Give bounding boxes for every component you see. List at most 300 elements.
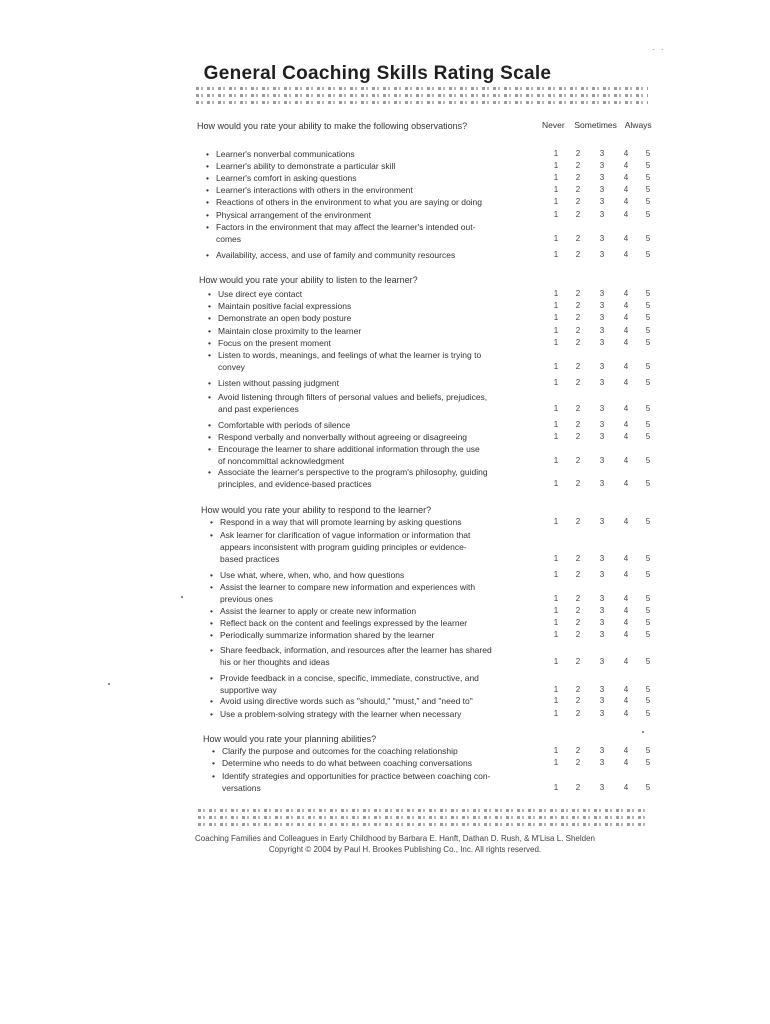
rating-option-4[interactable]: 4	[623, 606, 629, 615]
rating-option-4[interactable]: 4	[623, 234, 629, 243]
rating-option-4[interactable]: 4	[623, 758, 629, 767]
rating-option-4[interactable]: 4	[623, 313, 629, 322]
rating-option-4[interactable]: 4	[623, 618, 629, 627]
rating-option-5[interactable]: 5	[645, 685, 651, 694]
bullet-icon: •	[208, 326, 211, 336]
rating-option-2[interactable]: 2	[575, 289, 581, 298]
rating-option-1[interactable]: 1	[553, 517, 559, 526]
intro-text-line	[196, 101, 648, 104]
rating-option-1[interactable]: 1	[553, 594, 559, 603]
rating-item-label: based practices	[220, 554, 280, 564]
rating-option-2[interactable]: 2	[575, 618, 581, 627]
rating-option-5[interactable]: 5	[645, 606, 651, 615]
rating-item-label: Use direct eye contact	[218, 289, 303, 299]
rating-option-3[interactable]: 3	[599, 173, 605, 182]
rating-item	[210, 709, 461, 720]
rating-option-3[interactable]: 3	[599, 161, 605, 170]
rating-option-1[interactable]: 1	[553, 250, 559, 259]
rating-option-3[interactable]: 3	[599, 746, 605, 755]
rating-item-label: Maintain close proximity to the learner	[218, 326, 362, 336]
rating-item-continuation	[220, 657, 330, 667]
scale-header-always: Always	[624, 120, 652, 130]
rating-option-1[interactable]: 1	[553, 783, 559, 792]
bullet-icon: •	[210, 517, 213, 527]
rating-option-1[interactable]: 1	[553, 313, 559, 322]
rating-option-2[interactable]: 2	[575, 173, 581, 182]
rating-item-label: Identify strategies and opportunities for practice between coaching con-	[222, 771, 491, 781]
rating-option-5[interactable]: 5	[645, 210, 651, 219]
rating-option-4[interactable]: 4	[623, 301, 629, 310]
bullet-icon: •	[206, 197, 209, 207]
rating-option-5[interactable]: 5	[645, 185, 651, 194]
section-question: How would you rate your ability to respond to the learner?	[201, 505, 432, 515]
rating-item	[208, 432, 467, 443]
rating-option-1[interactable]: 1	[553, 570, 559, 579]
rating-option-1[interactable]: 1	[553, 709, 559, 718]
rating-option-1[interactable]: 1	[553, 173, 559, 182]
rating-option-4[interactable]: 4	[623, 554, 629, 563]
rating-item	[208, 420, 350, 431]
rating-item-label: Maintain positive facial expressions	[218, 301, 352, 311]
instructions-text-line	[198, 816, 646, 819]
rating-option-5[interactable]: 5	[645, 432, 651, 441]
rating-option-2[interactable]: 2	[575, 420, 581, 429]
rating-option-3[interactable]: 3	[599, 570, 605, 579]
rating-item	[208, 326, 361, 337]
rating-option-3[interactable]: 3	[599, 197, 605, 206]
rating-option-2[interactable]: 2	[575, 326, 581, 335]
rating-option-3[interactable]: 3	[599, 657, 605, 666]
scan-speck	[108, 683, 110, 685]
rating-option-4[interactable]: 4	[623, 709, 629, 718]
rating-option-4[interactable]: 4	[623, 197, 629, 206]
rating-item	[206, 161, 395, 172]
rating-option-5[interactable]: 5	[645, 289, 651, 298]
rating-item-label: Listen without passing judgment	[218, 378, 339, 388]
rating-option-5[interactable]: 5	[645, 783, 651, 792]
rating-item-label: Reactions of others in the environment to what you are saying or doing	[216, 197, 483, 207]
rating-option-3[interactable]: 3	[599, 420, 605, 429]
rating-option-1[interactable]: 1	[553, 197, 559, 206]
bullet-icon: •	[208, 289, 211, 299]
rating-item-continuation	[220, 594, 273, 604]
rating-option-3[interactable]: 3	[599, 696, 605, 705]
rating-option-3[interactable]: 3	[599, 758, 605, 767]
section-question: How would you rate your ability to listen to the learner?	[199, 275, 418, 285]
rating-item	[208, 350, 481, 361]
rating-option-2[interactable]: 2	[575, 479, 581, 488]
rating-option-5[interactable]: 5	[645, 197, 651, 206]
rating-option-5[interactable]: 5	[645, 338, 651, 347]
rating-option-5[interactable]: 5	[645, 696, 651, 705]
bullet-icon: •	[208, 444, 211, 454]
rating-option-3[interactable]: 3	[599, 606, 605, 615]
rating-item	[210, 570, 404, 581]
rating-option-3[interactable]: 3	[599, 404, 605, 413]
rating-option-1[interactable]: 1	[553, 161, 559, 170]
rating-option-5[interactable]: 5	[645, 250, 651, 259]
rating-option-2[interactable]: 2	[575, 606, 581, 615]
rating-item-label: Factors in the environment that may affect the learner's intended out-	[216, 222, 476, 232]
rating-option-3[interactable]: 3	[599, 338, 605, 347]
rating-option-5[interactable]: 5	[645, 479, 651, 488]
rating-option-1[interactable]: 1	[553, 326, 559, 335]
rating-option-5[interactable]: 5	[645, 618, 651, 627]
rating-option-2[interactable]: 2	[575, 783, 581, 792]
rating-option-4[interactable]: 4	[623, 378, 629, 387]
rating-option-5[interactable]: 5	[645, 746, 651, 755]
rating-option-2[interactable]: 2	[575, 234, 581, 243]
scan-speck	[642, 731, 644, 733]
rating-item-label: Determine who needs to do what between coaching conversations	[222, 758, 472, 768]
rating-option-4[interactable]: 4	[623, 161, 629, 170]
rating-item-label: Learner's interactions with others in the environment	[216, 185, 413, 195]
rating-option-4[interactable]: 4	[623, 185, 629, 194]
rating-option-3[interactable]: 3	[599, 594, 605, 603]
rating-option-3[interactable]: 3	[599, 185, 605, 194]
bullet-icon: •	[208, 392, 211, 402]
rating-item-label: appears inconsistent with program guiding principles or evidence-	[220, 542, 467, 552]
rating-option-1[interactable]: 1	[553, 696, 559, 705]
rating-item	[212, 746, 458, 757]
rating-option-2[interactable]: 2	[575, 709, 581, 718]
rating-scale-headers	[542, 120, 652, 130]
section-question: How would you rate your ability to make the following observations?	[197, 121, 468, 131]
rating-option-5[interactable]: 5	[645, 758, 651, 767]
rating-option-4[interactable]: 4	[623, 326, 629, 335]
rating-option-5[interactable]: 5	[645, 326, 651, 335]
rating-item-label: Learner's nonverbal communications	[216, 149, 355, 159]
rating-item	[212, 771, 490, 782]
rating-option-1[interactable]: 1	[553, 554, 559, 563]
rating-option-1[interactable]: 1	[553, 456, 559, 465]
rating-option-1[interactable]: 1	[553, 618, 559, 627]
rating-item-label: of noncommittal acknowledgment	[218, 456, 345, 466]
rating-option-5[interactable]: 5	[645, 420, 651, 429]
rating-option-3[interactable]: 3	[599, 685, 605, 694]
rating-item-label: and past experiences	[218, 404, 299, 414]
rating-option-5[interactable]: 5	[645, 149, 651, 158]
rating-option-1[interactable]: 1	[553, 758, 559, 767]
rating-item-label: Listen to words, meanings, and feelings of what the learner is trying to	[218, 350, 482, 360]
rating-item	[210, 630, 434, 641]
bullet-icon: •	[206, 210, 209, 220]
rating-option-3[interactable]: 3	[599, 250, 605, 259]
rating-option-4[interactable]: 4	[623, 594, 629, 603]
rating-item	[210, 618, 467, 629]
rating-option-5[interactable]: 5	[645, 570, 651, 579]
rating-option-1[interactable]: 1	[553, 378, 559, 387]
rating-item-label: Share feedback, information, and resources after the learner has shared	[220, 645, 492, 655]
bullet-icon: •	[208, 350, 211, 360]
rating-option-1[interactable]: 1	[553, 289, 559, 298]
rating-item	[210, 645, 492, 656]
rating-option-1[interactable]: 1	[553, 210, 559, 219]
rating-option-3[interactable]: 3	[599, 783, 605, 792]
bullet-icon: •	[210, 696, 213, 706]
rating-option-3[interactable]: 3	[599, 313, 605, 322]
rating-item	[210, 582, 475, 593]
bullet-icon: •	[210, 673, 213, 683]
rating-item-continuation	[216, 234, 241, 244]
rating-item-label: Reflect back on the content and feelings expressed by the learner	[220, 618, 468, 628]
rating-option-1[interactable]: 1	[553, 149, 559, 158]
rating-option-4[interactable]: 4	[623, 456, 629, 465]
rating-option-4[interactable]: 4	[623, 338, 629, 347]
rating-option-1[interactable]: 1	[553, 685, 559, 694]
rating-option-2[interactable]: 2	[575, 696, 581, 705]
rating-item	[206, 197, 482, 208]
rating-option-4[interactable]: 4	[623, 362, 629, 371]
rating-option-5[interactable]: 5	[645, 630, 651, 639]
rating-option-1[interactable]: 1	[553, 746, 559, 755]
rating-option-4[interactable]: 4	[623, 783, 629, 792]
rating-item	[210, 696, 473, 707]
rating-option-2[interactable]: 2	[575, 630, 581, 639]
rating-item-label: Respond in a way that will promote learning by asking questions	[220, 517, 462, 527]
rating-item-continuation	[218, 479, 372, 489]
intro-text-line	[196, 94, 648, 97]
rating-item	[210, 673, 479, 684]
rating-item	[208, 289, 302, 300]
bullet-icon: •	[206, 222, 209, 232]
rating-item-continuation	[220, 685, 277, 695]
scale-header-never: Never	[542, 120, 565, 130]
rating-option-3[interactable]: 3	[599, 326, 605, 335]
rating-option-4[interactable]: 4	[623, 657, 629, 666]
rating-option-2[interactable]: 2	[575, 161, 581, 170]
rating-option-2[interactable]: 2	[575, 210, 581, 219]
rating-option-3[interactable]: 3	[599, 479, 605, 488]
rating-option-5[interactable]: 5	[645, 161, 651, 170]
rating-item	[208, 392, 487, 403]
rating-option-3[interactable]: 3	[599, 301, 605, 310]
rating-item-label: Learner's comfort in asking questions	[216, 173, 357, 183]
footer-citation: Coaching Families and Colleagues in Early Childhood by Barbara E. Hanft, Dathan D. Rush, & M'Lisa L. Shelden	[195, 834, 595, 843]
rating-item-continuation	[220, 554, 280, 564]
rating-item-label: supportive way	[220, 685, 277, 695]
rating-option-1[interactable]: 1	[553, 185, 559, 194]
rating-item-label: principles, and evidence-based practices	[218, 479, 372, 489]
rating-option-5[interactable]: 5	[645, 404, 651, 413]
rating-item-label: comes	[216, 234, 242, 244]
rating-option-3[interactable]: 3	[599, 554, 605, 563]
rating-item	[206, 185, 413, 196]
rating-option-2[interactable]: 2	[575, 758, 581, 767]
rating-option-2[interactable]: 2	[575, 746, 581, 755]
rating-option-3[interactable]: 3	[599, 149, 605, 158]
bullet-icon: •	[210, 630, 213, 640]
rating-item-label: convey	[218, 362, 245, 372]
rating-option-4[interactable]: 4	[623, 685, 629, 694]
rating-item-label: Focus on the present moment	[218, 338, 331, 348]
rating-option-3[interactable]: 3	[599, 517, 605, 526]
bullet-icon: •	[206, 149, 209, 159]
rating-item-label: previous ones	[220, 594, 273, 604]
rating-option-2[interactable]: 2	[575, 362, 581, 371]
rating-option-4[interactable]: 4	[623, 173, 629, 182]
rating-option-5[interactable]: 5	[645, 657, 651, 666]
page-title: General Coaching Skills Rating Scale	[203, 63, 552, 84]
rating-item	[206, 173, 357, 184]
bullet-icon: •	[206, 173, 209, 183]
rating-option-4[interactable]: 4	[623, 289, 629, 298]
rating-item-label: his or her thoughts and ideas	[220, 657, 330, 667]
rating-option-2[interactable]: 2	[575, 185, 581, 194]
bullet-icon: •	[210, 709, 213, 719]
rating-item-label: Clarify the purpose and outcomes for the coaching relationship	[222, 746, 458, 756]
rating-option-5[interactable]: 5	[645, 517, 651, 526]
rating-item-label: Ask learner for clarification of vague information or information that	[220, 530, 471, 540]
rating-item-label: Availability, access, and use of family and community resources	[216, 250, 456, 260]
rating-item-continuation	[220, 542, 467, 552]
rating-option-5[interactable]: 5	[645, 709, 651, 718]
rating-option-2[interactable]: 2	[575, 517, 581, 526]
rating-option-2[interactable]: 2	[575, 338, 581, 347]
bullet-icon: •	[210, 618, 213, 628]
rating-option-3[interactable]: 3	[599, 432, 605, 441]
rating-option-2[interactable]: 2	[575, 432, 581, 441]
rating-option-3[interactable]: 3	[599, 456, 605, 465]
rating-item	[208, 338, 331, 349]
rating-option-4[interactable]: 4	[623, 250, 629, 259]
rating-option-4[interactable]: 4	[623, 432, 629, 441]
rating-option-2[interactable]: 2	[575, 456, 581, 465]
rating-option-2[interactable]: 2	[575, 250, 581, 259]
rating-option-2[interactable]: 2	[575, 657, 581, 666]
rating-option-3[interactable]: 3	[599, 210, 605, 219]
rating-option-4[interactable]: 4	[623, 696, 629, 705]
rating-option-4[interactable]: 4	[623, 404, 629, 413]
rating-option-2[interactable]: 2	[575, 197, 581, 206]
rating-item	[206, 149, 355, 160]
rating-option-5[interactable]: 5	[645, 594, 651, 603]
rating-item-label: Provide feedback in a concise, specific, immediate, constructive, and	[220, 673, 479, 683]
rating-option-5[interactable]: 5	[645, 362, 651, 371]
rating-option-1[interactable]: 1	[553, 606, 559, 615]
rating-item	[206, 250, 455, 261]
rating-item-label: Use what, where, when, who, and how questions	[220, 570, 405, 580]
rating-option-1[interactable]: 1	[553, 479, 559, 488]
rating-option-2[interactable]: 2	[575, 685, 581, 694]
rating-option-5[interactable]: 5	[645, 234, 651, 243]
section-question: How would you rate your planning abilities?	[203, 734, 377, 744]
rating-option-3[interactable]: 3	[599, 378, 605, 387]
bullet-icon: •	[208, 432, 211, 442]
rating-item	[208, 378, 339, 389]
bullet-icon: •	[210, 570, 213, 580]
rating-option-3[interactable]: 3	[599, 630, 605, 639]
rating-option-4[interactable]: 4	[623, 210, 629, 219]
rating-option-4[interactable]: 4	[623, 630, 629, 639]
rating-option-1[interactable]: 1	[553, 630, 559, 639]
rating-item-continuation	[222, 783, 261, 793]
rating-option-3[interactable]: 3	[599, 234, 605, 243]
rating-option-5[interactable]: 5	[645, 378, 651, 387]
rating-option-1[interactable]: 1	[553, 301, 559, 310]
rating-option-4[interactable]: 4	[623, 517, 629, 526]
rating-item	[208, 301, 351, 312]
bullet-icon: •	[208, 378, 211, 388]
rating-option-4[interactable]: 4	[623, 149, 629, 158]
rating-option-2[interactable]: 2	[575, 301, 581, 310]
rating-item	[206, 210, 371, 221]
rating-option-4[interactable]: 4	[623, 570, 629, 579]
rating-item-label: versations	[222, 783, 261, 793]
bullet-icon: •	[206, 161, 209, 171]
rating-item	[210, 530, 470, 541]
bullet-icon: •	[212, 771, 215, 781]
rating-item	[208, 467, 488, 478]
instructions-text-line	[198, 823, 646, 826]
bullet-icon: •	[206, 250, 209, 260]
rating-option-1[interactable]: 1	[553, 657, 559, 666]
rating-option-3[interactable]: 3	[599, 362, 605, 371]
rating-item-label: Demonstrate an open body posture	[218, 313, 352, 323]
rating-item-label: Encourage the learner to share additional information through the use	[218, 444, 480, 454]
rating-option-5[interactable]: 5	[645, 313, 651, 322]
rating-item-label: Periodically summarize information shared by the learner	[220, 630, 435, 640]
bullet-icon: •	[208, 313, 211, 323]
rating-option-4[interactable]: 4	[623, 479, 629, 488]
rating-option-3[interactable]: 3	[599, 618, 605, 627]
rating-option-2[interactable]: 2	[575, 594, 581, 603]
rating-item	[210, 606, 416, 617]
rating-option-1[interactable]: 1	[553, 362, 559, 371]
rating-option-2[interactable]: 2	[575, 313, 581, 322]
bullet-icon: •	[210, 645, 213, 655]
bullet-icon: •	[208, 420, 211, 430]
rating-option-5[interactable]: 5	[645, 554, 651, 563]
rating-item	[206, 222, 475, 233]
bullet-icon: •	[208, 301, 211, 311]
rating-option-2[interactable]: 2	[575, 378, 581, 387]
rating-item-label: Avoid listening through filters of personal values and beliefs, prejudices,	[218, 392, 488, 402]
scale-header-sometimes: Sometimes	[574, 120, 617, 130]
rating-item-label: Assist the learner to compare new information and experiences with	[220, 582, 476, 592]
rating-option-1[interactable]: 1	[553, 234, 559, 243]
rating-option-2[interactable]: 2	[575, 149, 581, 158]
rating-option-2[interactable]: 2	[575, 554, 581, 563]
bullet-icon: •	[210, 530, 213, 540]
rating-option-5[interactable]: 5	[645, 301, 651, 310]
bullet-icon: •	[210, 606, 213, 616]
rating-option-1[interactable]: 1	[553, 420, 559, 429]
rating-option-5[interactable]: 5	[645, 173, 651, 182]
bullet-icon: •	[208, 338, 211, 348]
rating-item	[208, 444, 480, 455]
rating-option-1[interactable]: 1	[553, 432, 559, 441]
rating-option-1[interactable]: 1	[553, 338, 559, 347]
rating-item	[208, 313, 351, 324]
rating-item	[212, 758, 472, 769]
footer-copyright: Copyright © 2004 by Paul H. Brookes Publishing Co., Inc. All rights reserved.	[268, 845, 542, 854]
rating-option-3[interactable]: 3	[599, 289, 605, 298]
rating-option-5[interactable]: 5	[645, 456, 651, 465]
rating-option-2[interactable]: 2	[575, 570, 581, 579]
rating-item	[210, 517, 461, 528]
rating-option-1[interactable]: 1	[553, 404, 559, 413]
rating-option-2[interactable]: 2	[575, 404, 581, 413]
rating-option-3[interactable]: 3	[599, 709, 605, 718]
bullet-icon: •	[208, 467, 211, 477]
bullet-icon: •	[210, 582, 213, 592]
rating-option-4[interactable]: 4	[623, 420, 629, 429]
rating-option-4[interactable]: 4	[623, 746, 629, 755]
intro-text-line	[196, 87, 648, 90]
rating-item-continuation	[218, 456, 344, 466]
rating-item-label: Assist the learner to apply or create new information	[220, 606, 417, 616]
